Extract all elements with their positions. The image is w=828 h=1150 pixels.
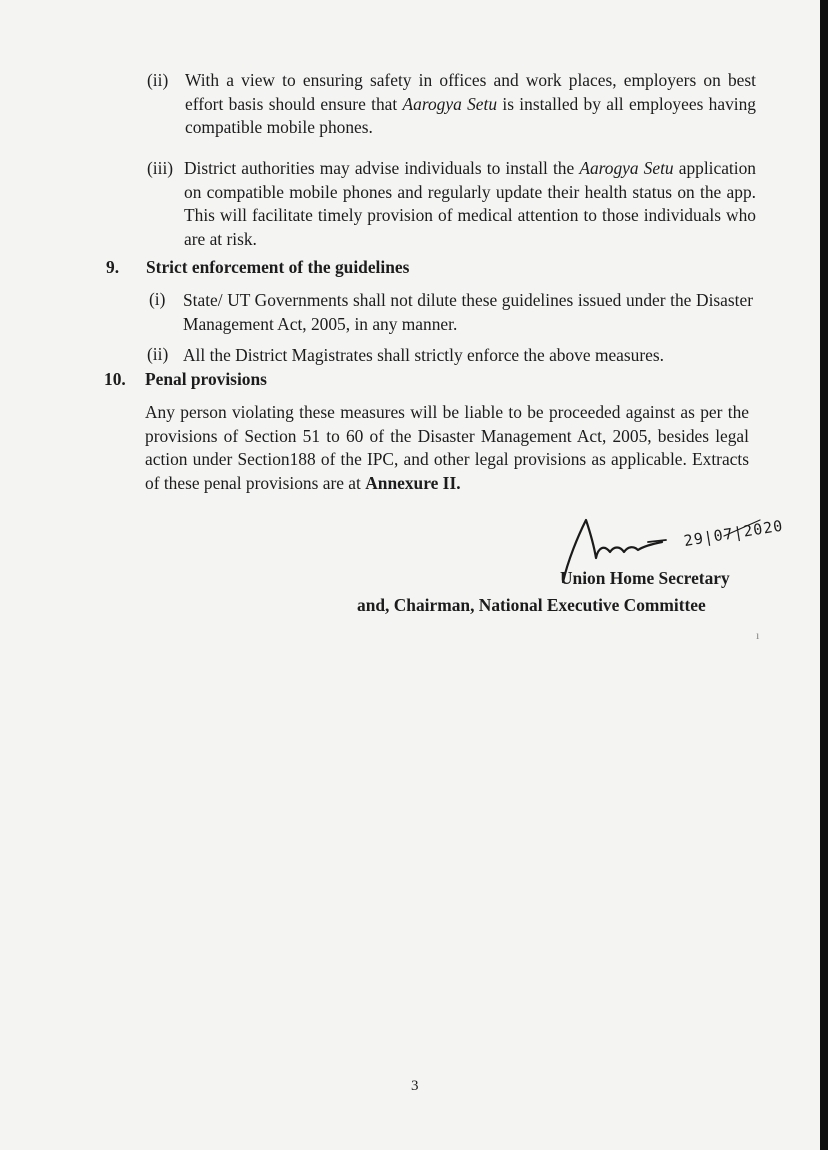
item-iii-text-a: District authorities may advise individuals to install the — [184, 158, 580, 178]
item-ii-text-a: With a view to ensuring safety in offices and work places, employers on best effort basis should ensure that — [185, 70, 756, 114]
annexure-reference: Annexure II. — [365, 472, 461, 493]
item-iii-marker: (iii) — [147, 158, 174, 178]
item-iii-app-name: Aarogya Setu — [579, 158, 674, 178]
page-edge — [820, 0, 828, 1150]
section-9-heading: Strict enforcement of the guidelines — [146, 257, 410, 277]
item-iii-text — [184, 157, 756, 251]
section-9-i-text: State/ UT Governments shall not dilute these guidelines issued under the Disaster Management Act, 2005, in any manner. — [183, 290, 753, 334]
item-ii-text-b: is installed by all employees having compatible mobile phones. — [185, 93, 756, 138]
item-ii-app-name: Aarogya Setu — [402, 93, 498, 114]
signature-date: 29|07|2020 — [682, 516, 785, 551]
item-iii-text-b: application on compatible mobile phones and regularly update their health status on the app. This will facilitate timely provision of medical attention to those individuals who are at risk. — [184, 158, 756, 249]
section-10-text-a: Any person violating these measures will be liable to be proceeded against as per the provisions of Section 51 to 60 of the Disaster Management Act, 2005, besides legal action under Section188 of the IPC, and other legal provisions as applicable. Extracts of these penal provisions are at — [145, 402, 749, 493]
signatory-subtitle: and, Chairman, National Executive Committee — [357, 595, 706, 615]
section-10-heading: Penal provisions — [145, 369, 267, 389]
section-10-number: 10. — [104, 369, 126, 389]
signatory-title: Union Home Secretary — [560, 568, 730, 588]
section-9-i-marker: (i) — [149, 289, 166, 309]
section-9-ii-marker: (ii) — [147, 344, 169, 364]
section-10-text — [145, 401, 749, 495]
item-ii-marker: (ii) — [147, 70, 169, 90]
stray-mark: ı — [756, 628, 760, 642]
section-9-ii-text: All the District Magistrates shall strictly enforce the above measures. — [183, 345, 664, 365]
section-9-number: 9. — [106, 257, 120, 277]
page-number: 3 — [411, 1078, 419, 1094]
item-ii-text — [185, 69, 756, 140]
